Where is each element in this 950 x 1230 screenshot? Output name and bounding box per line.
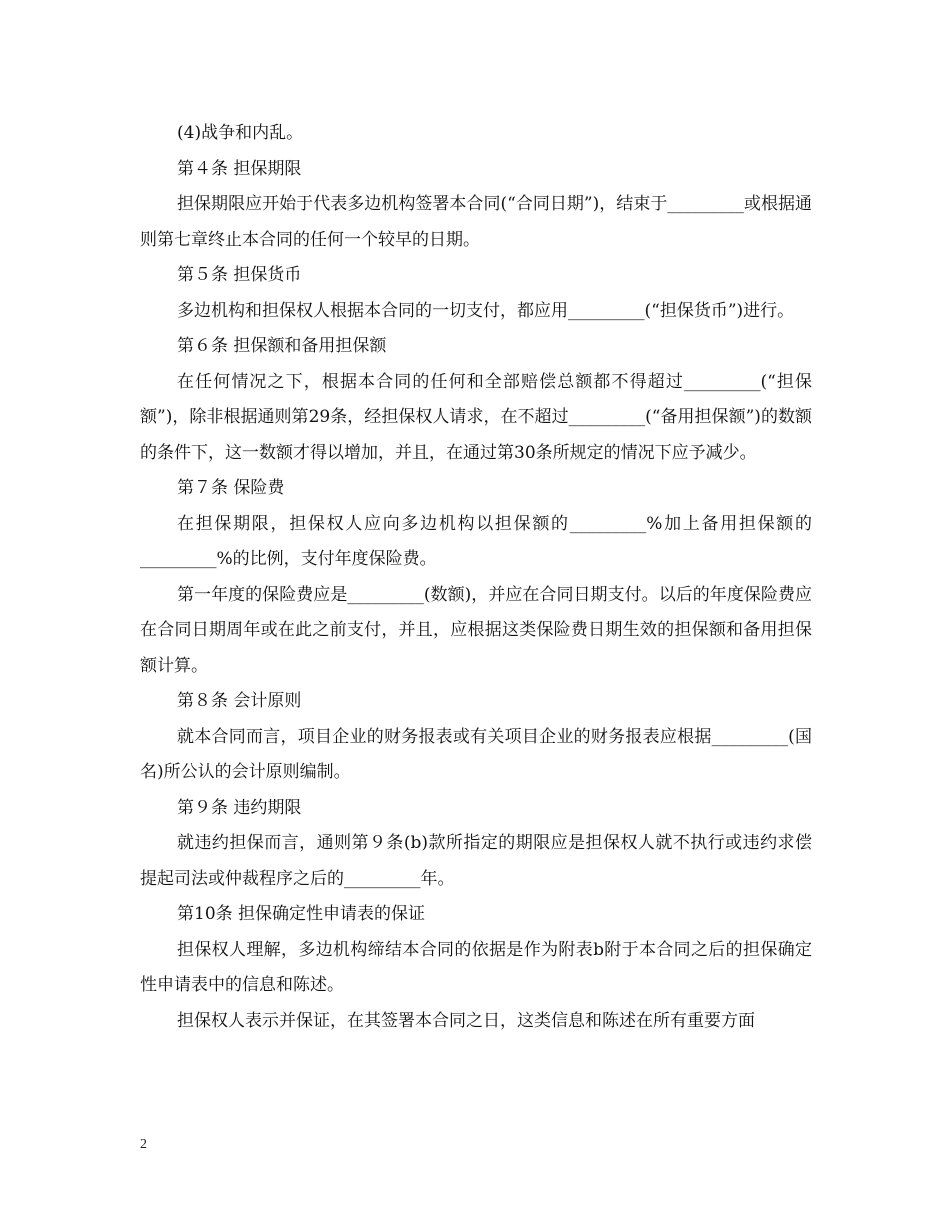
article-8-body: 就本合同而言，项目企业的财务报表或有关项目企业的财务报表应根据_________(国名)所公认的会计原则编制。 [140, 726, 812, 782]
article-5-body: 多边机构和担保权人根据本合同的一切支付，都应用_________(“担保货币”)进行。 [177, 300, 795, 321]
document-body [140, 116, 812, 1039]
article-4-body: 担保期限应开始于代表多边机构签署本合同(“合同日期”)，结束于_________或根据通则第七章终止本合同的任何一个较早的日期。 [140, 194, 812, 250]
article-5-heading: 第５条 担保货币 [177, 265, 302, 285]
article-6-body: 在任何情况之下，根据本合同的任何和全部赔偿总额都不得超过_________(“担保额”)，除非根据通则第29条，经担保权人请求，在不超过_________(“备用担保额”)的数额的条件下，这一数额才得以增加，并且，在通过第30条所规定的情况下应予减少。 [140, 371, 812, 463]
article-9-heading: 第９条 违约期限 [177, 797, 302, 818]
article-10-heading: 第10条 担保确定性申请表的保证 [177, 904, 426, 924]
page-number: 2 [140, 1137, 147, 1152]
article-7-body-1: 在担保期限，担保权人应向多边机构以担保额的_________%加上备用担保额的_________%的比例，支付年度保险费。 [140, 513, 812, 569]
article-7-heading: 第７条 保险费 [177, 478, 285, 498]
article-10-body-1: 担保权人理解，多边机构缔结本合同的依据是作为附表b附于本合同之后的担保确定性申请表中的信息和陈述。 [140, 939, 812, 995]
paragraph-war-unrest: (4)战争和内乱。 [177, 123, 304, 143]
article-8-heading: 第８条 会计原则 [177, 691, 302, 711]
article-10-body-2: 担保权人表示并保证，在其签署本合同之日，这类信息和陈述在所有重要方面 [177, 1010, 755, 1031]
article-6-heading: 第６条 担保额和备用担保额 [177, 336, 387, 356]
article-4-heading: 第４条 担保期限 [177, 158, 302, 179]
article-9-body: 就违约担保而言，通则第９条(b)款所指定的期限应是担保权人就不执行或违约求偿提起司法或仲裁程序之后的_________年。 [140, 833, 812, 889]
article-7-body-2: 第一年度的保险费应是_________(数额)，并应在合同日期支付。以后的年度保险费应在合同日期周年或在此之前支付，并且，应根据这类保险费日期生效的担保额和备用担保额计算。 [140, 584, 812, 676]
